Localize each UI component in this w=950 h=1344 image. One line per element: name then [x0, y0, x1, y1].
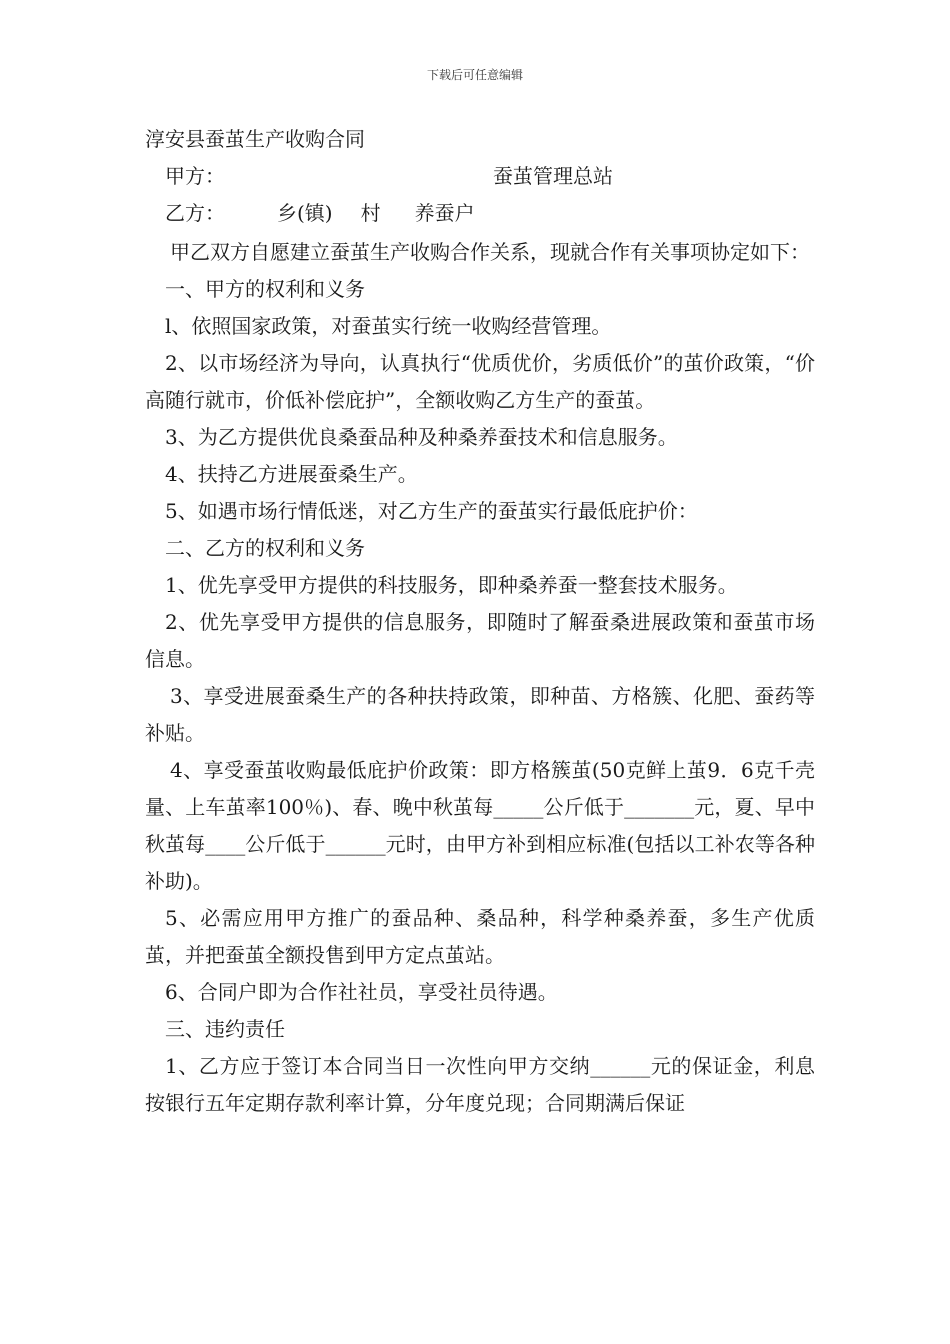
party-b-town: 乡(镇) — [277, 201, 333, 225]
section-2-item-2: 2、优先享受甲方提供的信息服务，即随时了解蚕桑进展政策和蚕茧市场信息。 — [145, 610, 815, 671]
section-1-heading: 一、甲方的权利和义务 — [165, 277, 365, 301]
section-2-item-6: 6、合同户即为合作社社员，享受社员待遇。 — [165, 980, 558, 1004]
party-b-label: 乙方： — [165, 201, 225, 225]
section-2-item-5: 5、必需应用甲方推广的蚕品种、桑品种，科学种桑养蚕，多生产优质茧，并把蚕茧全额投售到甲方定点茧站。 — [145, 906, 815, 967]
party-b-village: 村 — [360, 201, 381, 225]
party-b-line — [145, 195, 815, 232]
section-1-item-3: 3、为乙方提供优良桑蚕品种及种桑养蚕技术和信息服务。 — [165, 425, 678, 449]
party-a-value: 蚕茧管理总站 — [493, 164, 613, 188]
section-3-item-1: 1、乙方应于签订本合同当日一次性向甲方交纳______元的保证金，利息按银行五年定期存款利率计算，分年度兑现；合同期满后保证 — [145, 1054, 815, 1115]
section-2-item-1: 1、优先享受甲方提供的科技服务，即种桑养蚕一整套技术服务。 — [165, 573, 738, 597]
section-2-item-3: 3、享受进展蚕桑生产的各种扶持政策，即种苗、方格簇、化肥、蚕药等补贴。 — [145, 684, 815, 745]
section-3-heading: 三、违约责任 — [165, 1017, 285, 1041]
section-2-item-4: 4、享受蚕茧收购最低庇护价政策：即方格簇茧(50克鲜上茧9．6克千壳量、上车茧率100％)、春、晚中秋茧每_____公斤低于_______元，夏、早中秋茧每____公斤低于______元时，由甲方补到相应标准(包括以工补农等各种补助)。 — [145, 758, 815, 893]
section-1-item-2: 2、以市场经济为导向，认真执行“优质优价，劣质低价”的茧价政策，“价高随行就市，价低补偿庇护”，全额收购乙方生产的蚕茧。 — [145, 351, 815, 412]
section-1-item-4: 4、扶持乙方进展蚕桑生产。 — [165, 462, 418, 486]
party-a-line — [145, 158, 815, 195]
section-1-item-5: 5、如遇市场行情低迷，对乙方生产的蚕茧实行最低庇护价： — [165, 499, 698, 523]
party-b-role: 养蚕户 — [414, 201, 475, 225]
header-note: 下载后可任意编辑 — [426, 68, 523, 82]
intro-paragraph: 甲乙双方自愿建立蚕茧生产收购合作关系，现就合作有关事项协定如下： — [170, 240, 810, 264]
document-title: 淳安县蚕茧生产收购合同 — [145, 127, 365, 151]
party-a-label: 甲方： — [165, 164, 225, 188]
document-body — [145, 121, 815, 1122]
section-1-item-1: l、依照国家政策，对蚕茧实行统一收购经营管理。 — [165, 314, 612, 338]
section-2-heading: 二、乙方的权利和义务 — [165, 536, 365, 560]
